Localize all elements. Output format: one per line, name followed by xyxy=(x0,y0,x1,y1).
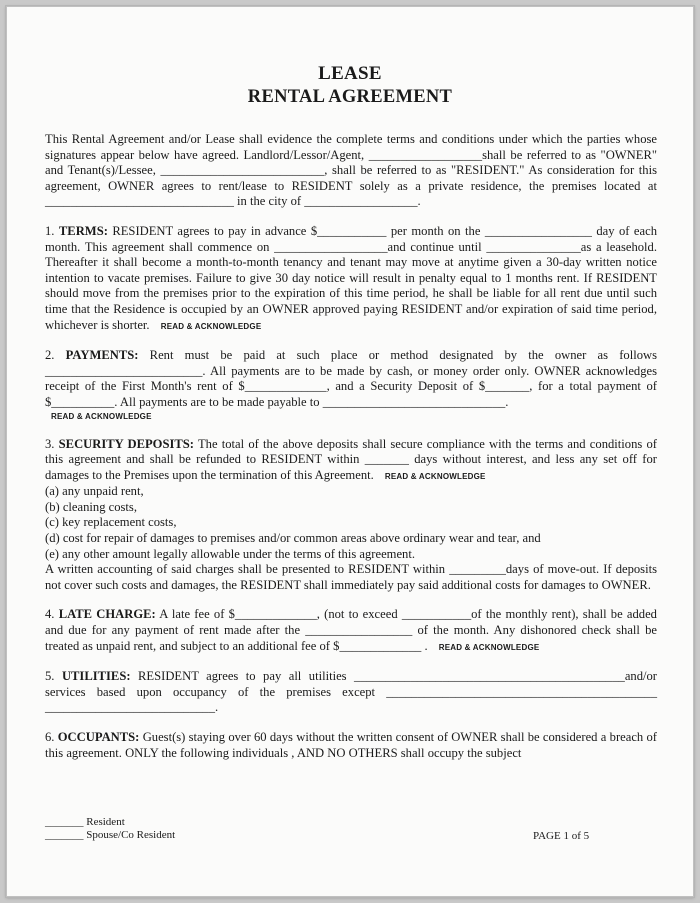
section-payments-num: 2. xyxy=(45,348,55,363)
section-payments-text: Rent must be paid at such place or method designated by the owner as follows _________________________. All payments are to be made by cash, or money order only. OWNER acknowledges receipt of the First Month's rent of $_____________, and a Security Deposit of $_______, for a total payment of $__________. All payments are to be made payable to _____________________________. xyxy=(45,348,657,409)
deduction-item: (e) any other amount legally allowable under the terms of this agreement. xyxy=(45,546,415,561)
section-terms-heading: TERMS: xyxy=(58,223,108,238)
section-terms xyxy=(45,224,657,334)
deduction-item: (d) cost for repair of damages to premises and/or common areas above ordinary wear and tear, and xyxy=(45,531,541,546)
section-utilities-text: RESIDENT agrees to pay all utilities ___________________________________________and/or services based upon occupancy of the premises except ___________________________________________ ___________________________. xyxy=(45,669,657,715)
page-number: PAGE 1 of 5 xyxy=(533,830,590,842)
section-late-charge xyxy=(45,607,657,655)
section-occupants-num: 6. xyxy=(45,730,55,744)
payments-acknowledge-label: READ & ACKNOWLEDGE xyxy=(51,411,152,421)
initials-block xyxy=(45,816,175,842)
section-security-text: The total of the above deposits shall secure compliance with the terms and conditions of this agreement and shall be refunded to RESIDENT within _______ days without interest, and less any set off for damages to the Premises upon the termination of this Agreement. xyxy=(45,436,657,482)
section-utilities xyxy=(45,669,657,716)
section-late-num: 4. xyxy=(45,607,55,622)
title-line1: LEASE xyxy=(318,63,382,84)
section-late-heading: LATE CHARGE: xyxy=(58,607,156,622)
section-utilities-heading: UTILITIES: xyxy=(61,669,131,684)
spouse-initials-line: _______ Spouse/Co Resident xyxy=(45,829,176,841)
deduction-item: (a) any unpaid rent, xyxy=(45,484,144,499)
security-deposits-intro xyxy=(45,437,657,485)
section-security-deposits xyxy=(45,437,657,594)
title-line2: RENTAL AGREEMENT xyxy=(247,87,453,107)
section-terms-num: 1. xyxy=(45,223,55,238)
terms-acknowledge-label: READ & ACKNOWLEDGE xyxy=(160,321,262,331)
section-occupants-heading: OCCUPANTS: xyxy=(57,730,140,744)
intro-paragraph: This Rental Agreement and/or Lease shall evidence the complete terms and conditions under which the parties whose signatures appear below have agreed. Landlord/Lessor/Agent, __________________shall be referred to as "OWNER" and Tenant(s)/Lessee, __________________________, shall be referred to as "RESIDENT." As consideration for this agreement, OWNER agrees to rent/lease to RESIDENT solely as a private residence, the premises located at ______________________________ in the city of __________________. xyxy=(45,132,657,209)
section-security-num: 3. xyxy=(45,436,55,451)
security-deposits-accounting: A written accounting of said charges shall be presented to RESIDENT within _________days of move-out. If deposits not cover such costs and damages, the RESIDENT shall immediately pay said additional costs for damages to OWNER. xyxy=(45,562,657,592)
section-payments xyxy=(45,348,657,422)
security-acknowledge-label: READ & ACKNOWLEDGE xyxy=(384,471,486,481)
section-utilities-num: 5. xyxy=(45,669,55,684)
late-charge-acknowledge-label: READ & ACKNOWLEDGE xyxy=(438,642,540,652)
section-security-heading: SECURITY DEPOSITS: xyxy=(58,436,194,451)
section-terms-text: RESIDENT agrees to pay in advance $___________ per month on the _________________ day of each month. This agreement shall commence on __________________and continue until _______________as a leasehold. Thereafter it shall become a month-to-month tenancy and tenant may move at anytime given a 30-day written notice intention to vacate premises. Failure to give 30 day notice will result in penalty equal to 1 months rent. If RESIDENT should move from the premises prior to the expiration of this time period, he shall be liable for all rent due until such time that the Residence is occupied by an OWNER approved paying RESIDENT and/or expiration of said time period, whichever is shorter. xyxy=(45,223,657,332)
section-occupants xyxy=(45,730,657,761)
section-payments-heading: PAYMENTS: xyxy=(65,348,139,363)
section-occupants-text: Guest(s) staying over 60 days without the written consent of OWNER shall be considered a breach of this agreement. ONLY the following individuals , AND NO OTHERS shall occupy the subject xyxy=(45,730,657,760)
deduction-item: (c) key replacement costs, xyxy=(45,515,177,530)
document-body xyxy=(45,132,657,775)
resident-initials-line: _______ Resident xyxy=(45,816,125,828)
deduction-item: (b) cleaning costs, xyxy=(45,499,137,514)
section-late-text: A late fee of $_____________, (not to exceed ___________of the monthly rent), shall be added and due for any payment of rent made after the _________________ of the month. Any dishonored check shall be treated as unpaid rent, and subject to an additional fee of $_____________ . xyxy=(45,607,657,653)
